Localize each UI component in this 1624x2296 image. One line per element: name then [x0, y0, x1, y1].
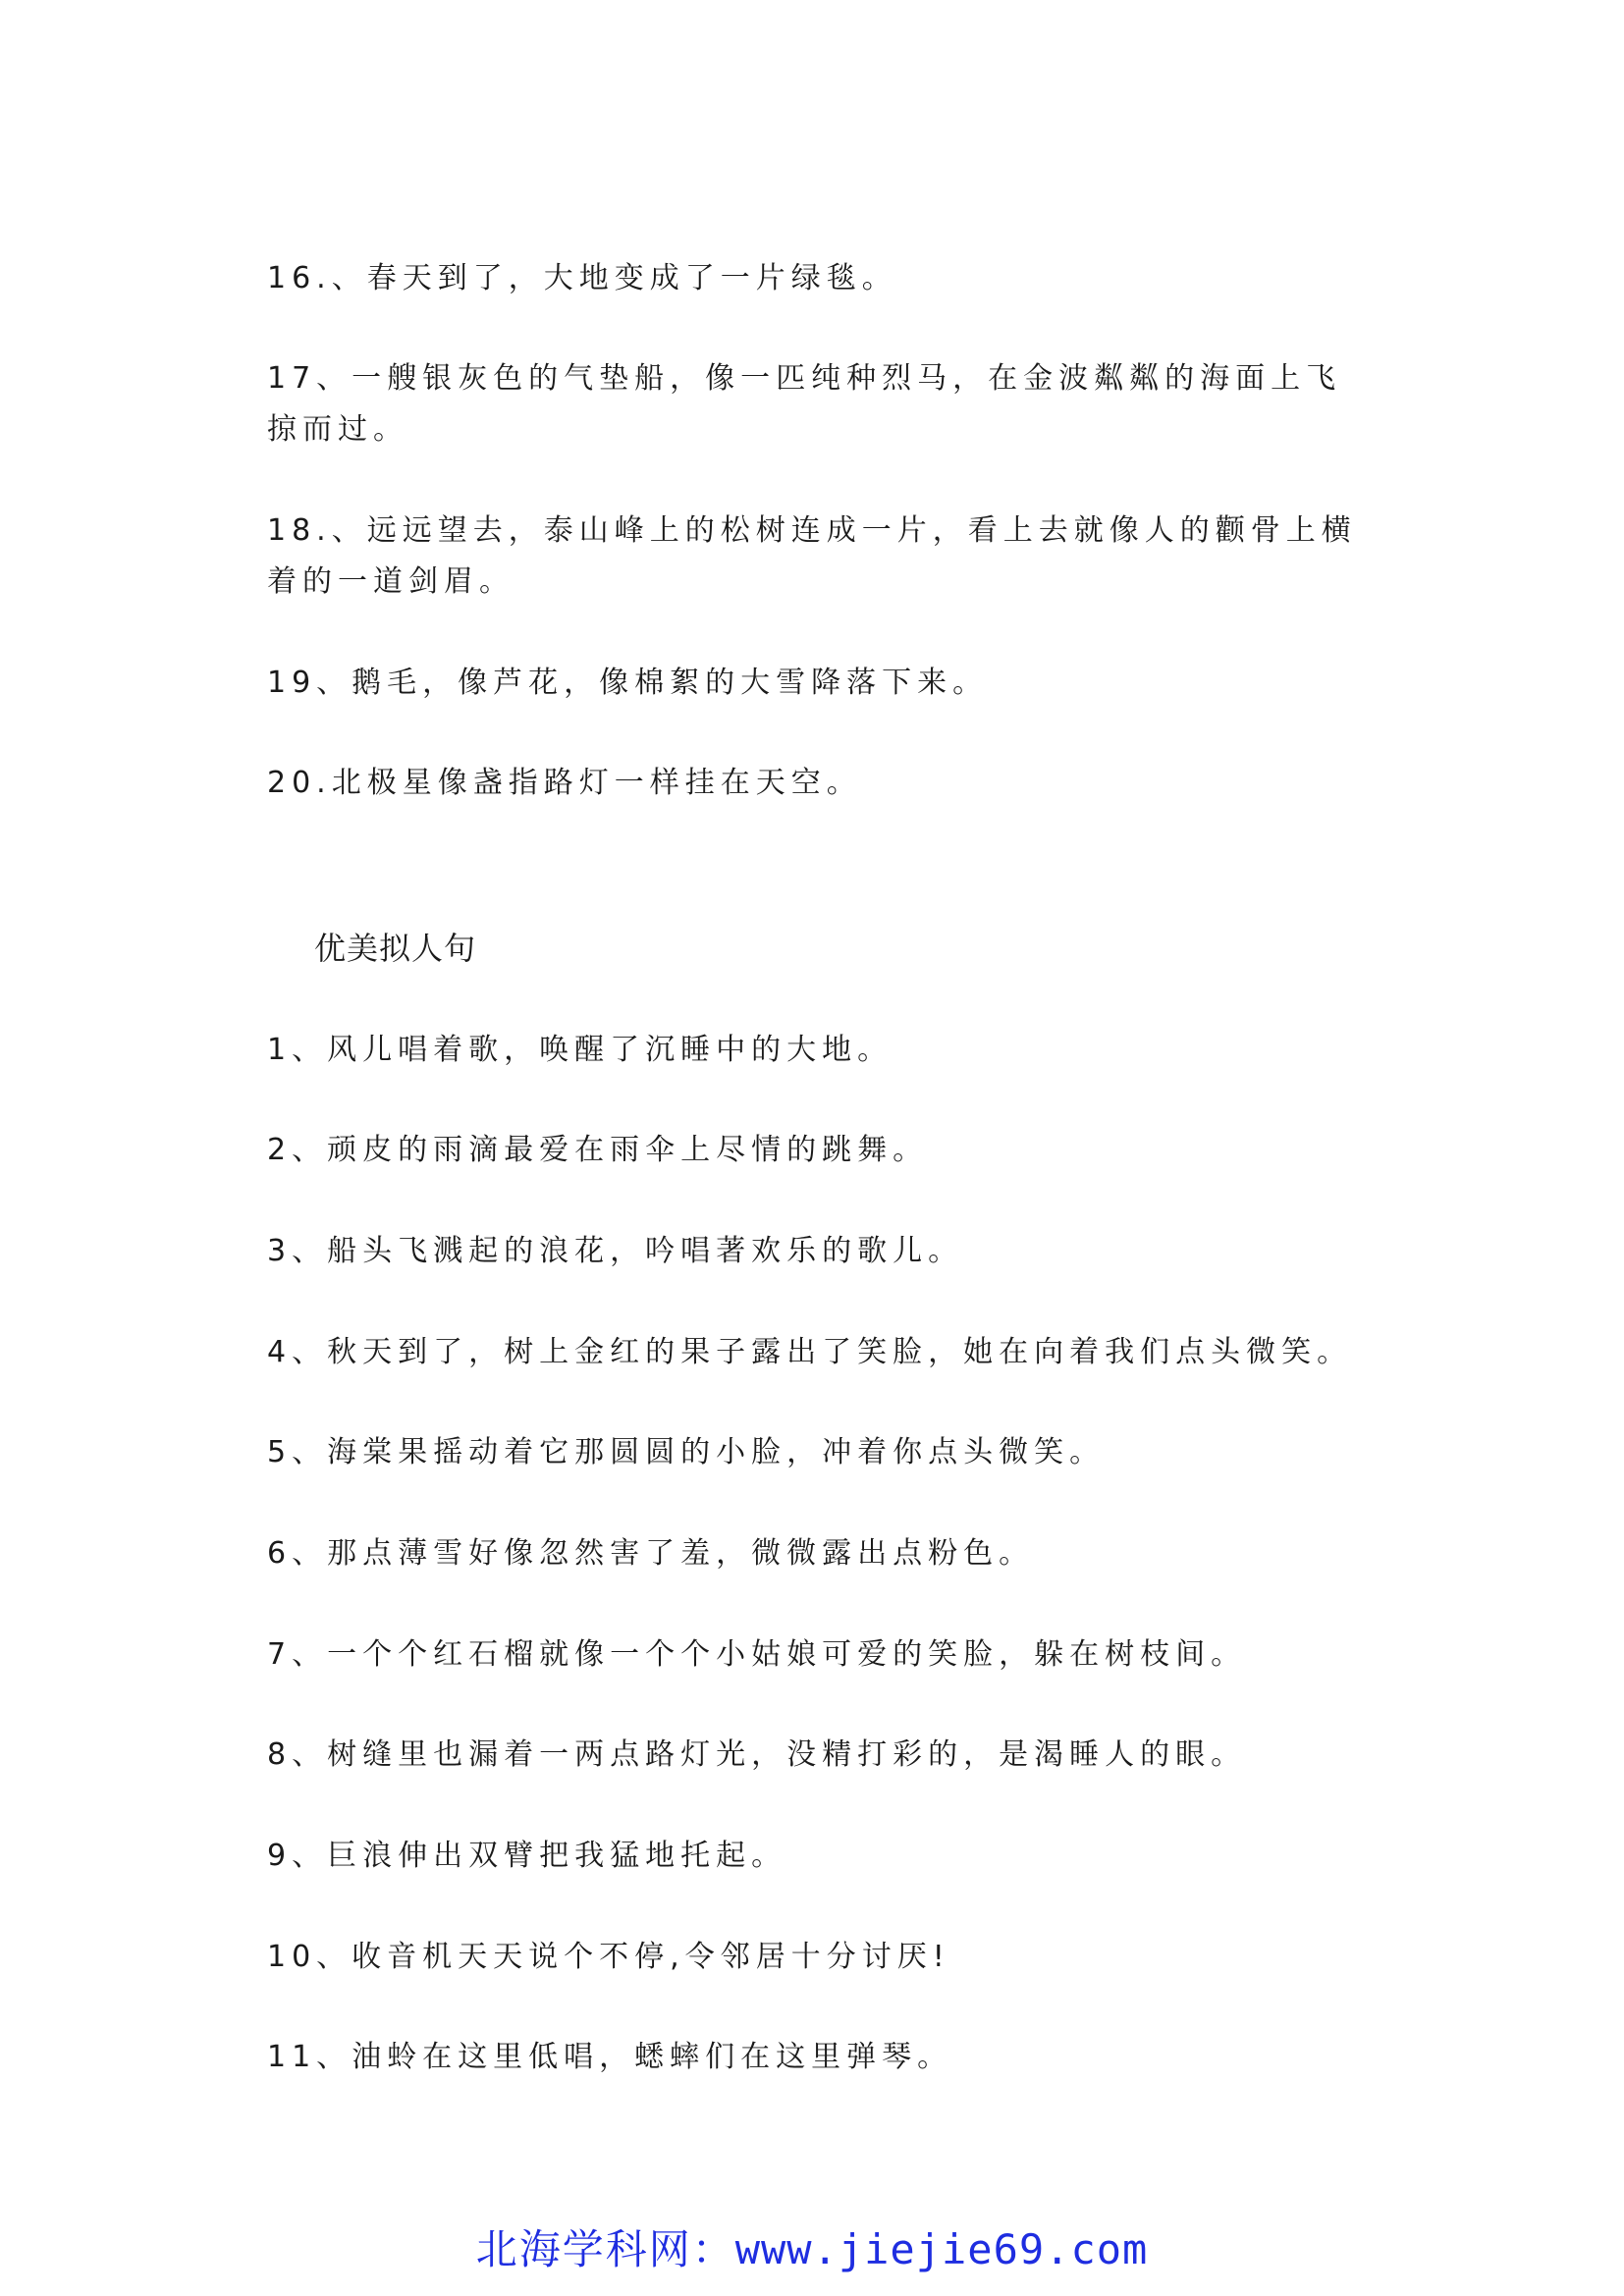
- personification-8: 8、树缝里也漏着一两点路灯光，没精打彩的，是渴睡人的眼。: [267, 1737, 1247, 1772]
- personification-3: 3、船头飞溅起的浪花，吟唱著欢乐的歌儿。: [267, 1234, 964, 1268]
- simile-19: 19、鹅毛，像芦花，像棉絮的大雪降落下来。: [267, 666, 989, 700]
- personification-5: 5、海棠果摇动着它那圆圆的小脸，冲着你点头微笑。: [267, 1435, 1106, 1469]
- footer-url[interactable]: www.jiejie69.com: [734, 2225, 1149, 2273]
- personification-2: 2、顽皮的雨滴最爱在雨伞上尽情的跳舞。: [267, 1133, 929, 1167]
- personification-7: 7、一个个红石榴就像一个个小姑娘可爱的笑脸，躲在树枝间。: [267, 1637, 1247, 1672]
- simile-20: 20.北极星像盏指路灯一样挂在天空。: [267, 766, 862, 800]
- section-title: 优美拟人句: [314, 930, 477, 967]
- simile-17: 17、一艘银灰色的气垫船，像一匹纯种烈马，在金波粼粼的海面上飞掠而过。: [267, 361, 1342, 447]
- simile-16: 16.、春天到了，大地变成了一片绿毯。: [267, 261, 897, 295]
- personification-9: 9、巨浪伸出双臂把我猛地托起。: [267, 1839, 787, 1873]
- footer-watermark: [0, 2220, 1624, 2279]
- simile-18: 18.、远远望去，泰山峰上的松树连成一片，看上去就像人的颧骨上横着的一道剑眉。: [267, 513, 1357, 599]
- footer-site-name: 北海学科网：: [475, 2225, 735, 2273]
- personification-4: 4、秋天到了，树上金红的果子露出了笑脸，她在向着我们点头微笑。: [267, 1335, 1353, 1369]
- personification-1: 1、风儿唱着歌，唤醒了沉睡中的大地。: [267, 1033, 893, 1067]
- personification-6: 6、那点薄雪好像忽然害了羞，微微露出点粉色。: [267, 1536, 1035, 1571]
- personification-10: 10、收音机天天说个不停,令邻居十分讨厌!: [267, 1940, 950, 1974]
- personification-11: 11、油蛉在这里低唱，蟋蟀们在这里弹琴。: [267, 2040, 953, 2074]
